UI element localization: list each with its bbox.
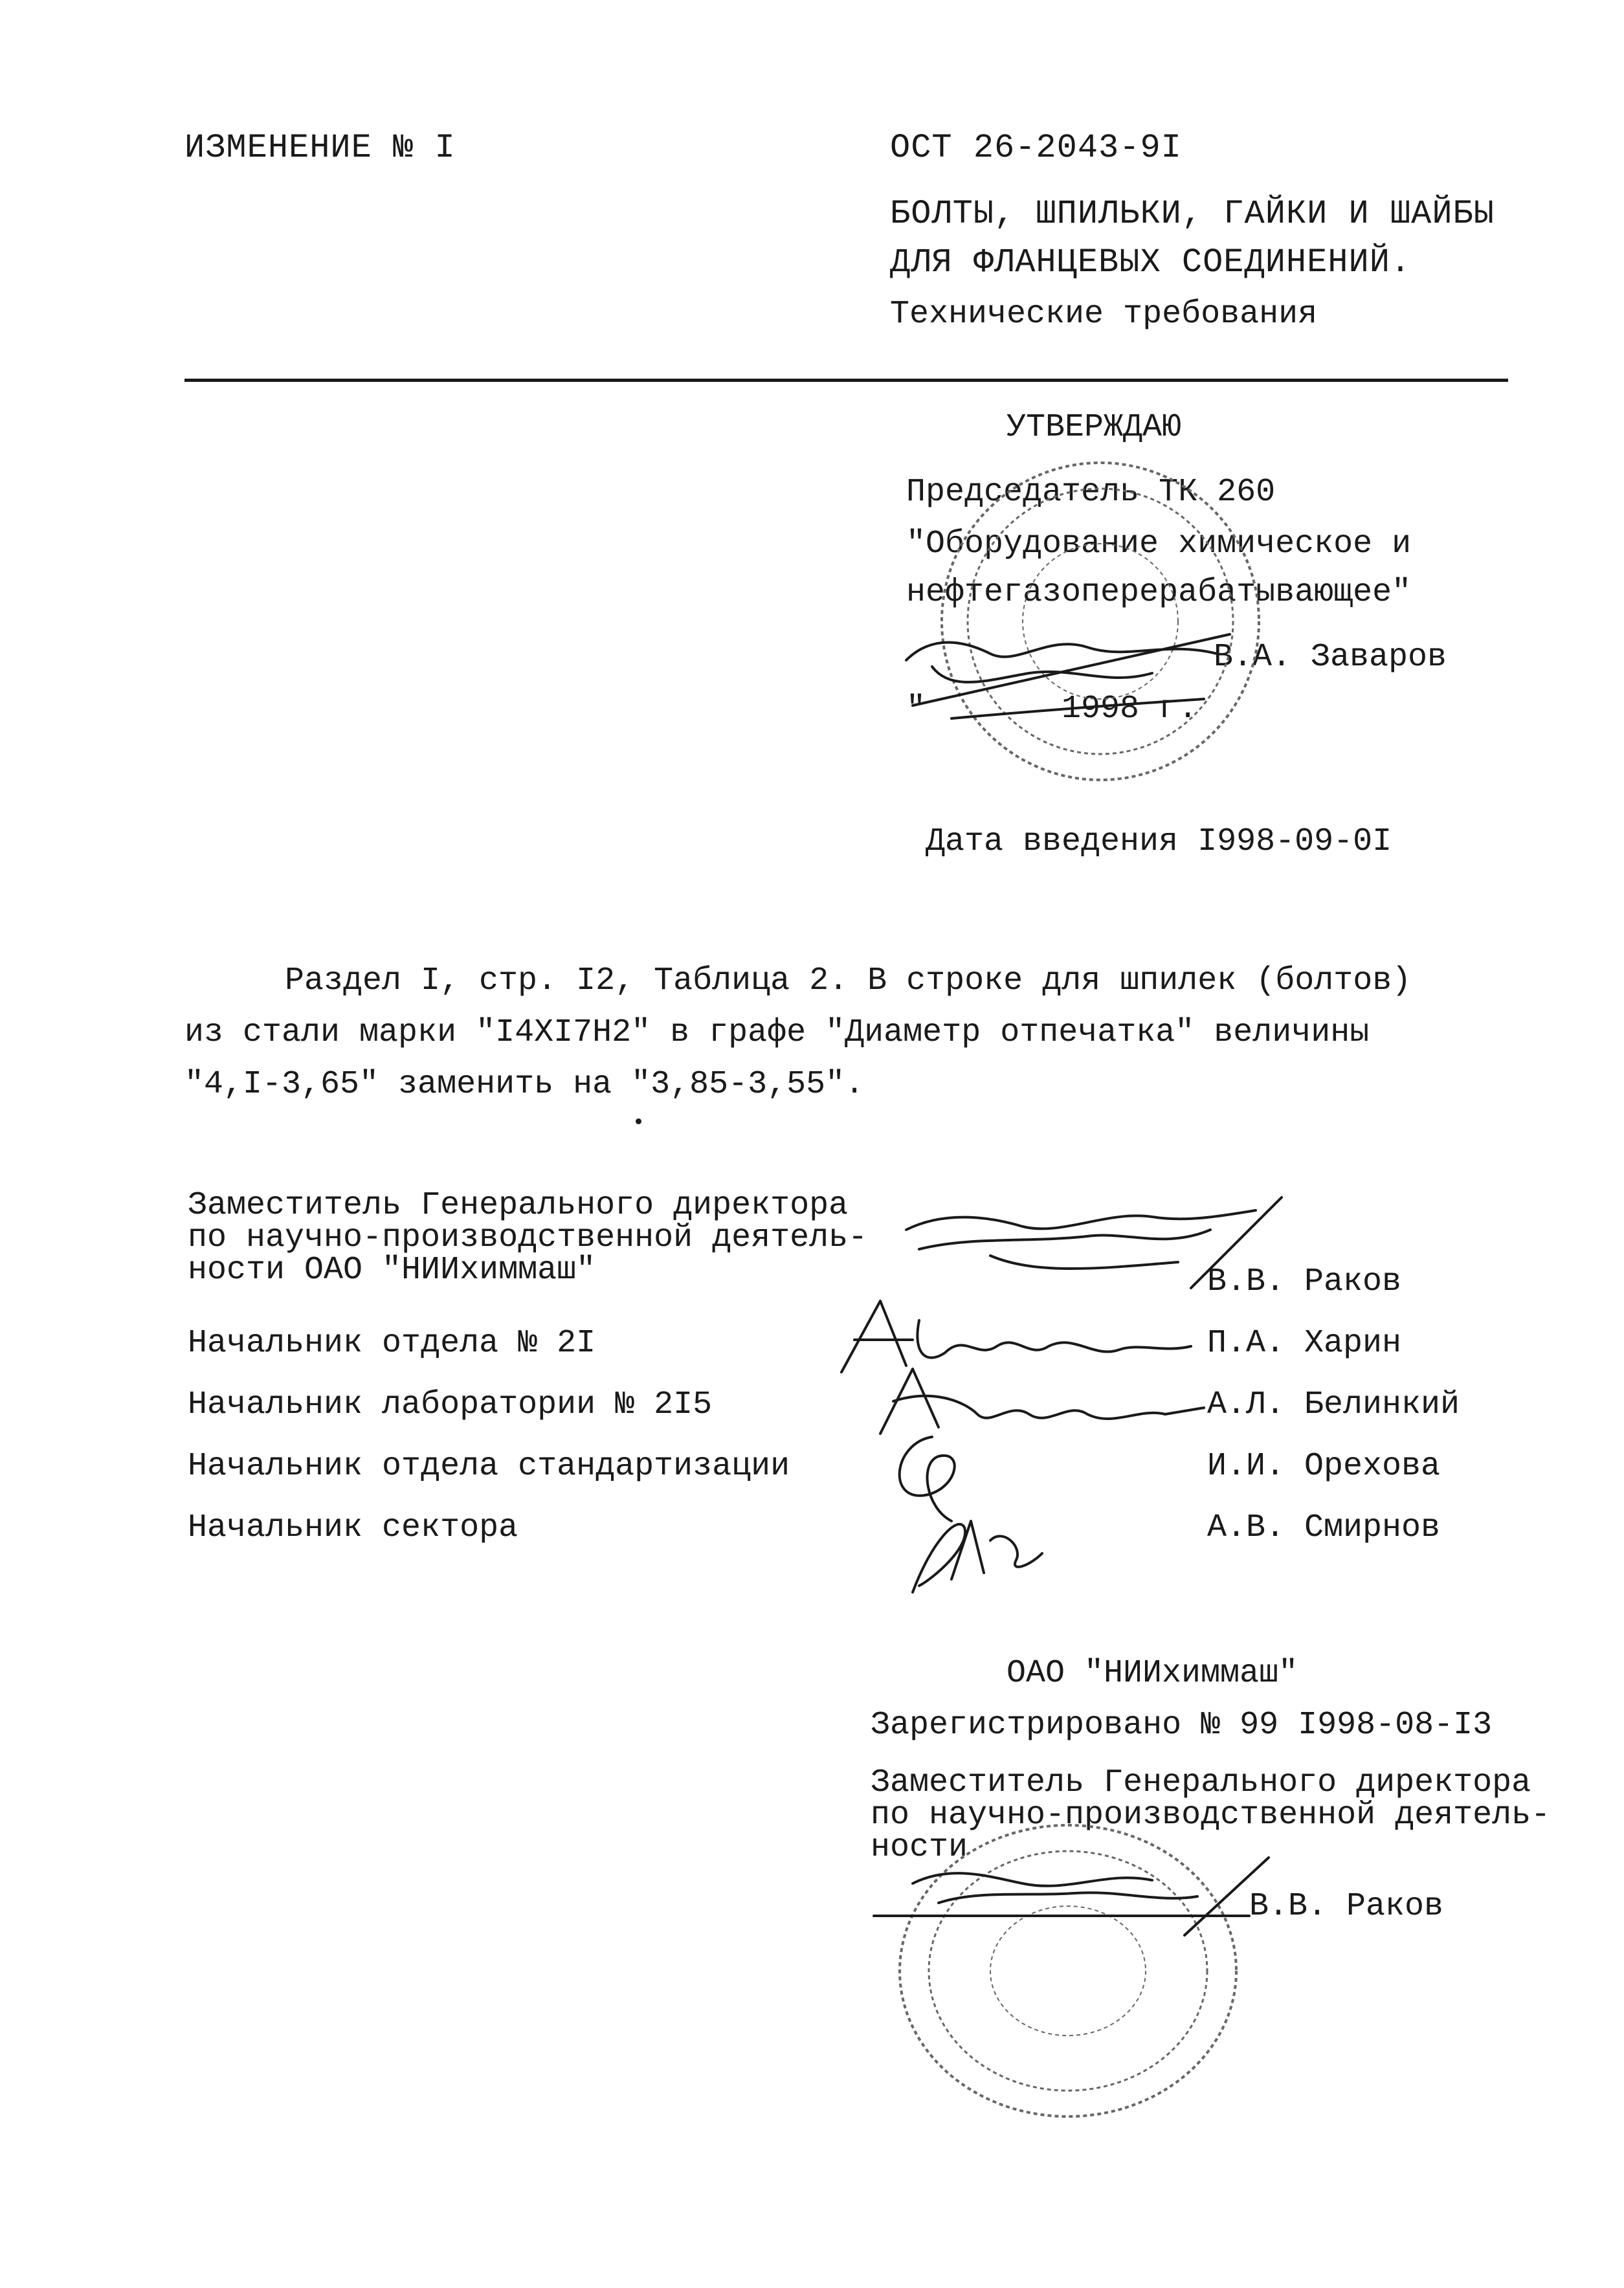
approval-date: " 1998 г.	[906, 691, 1198, 727]
signatory-name: А.Л. Белинкий	[1207, 1386, 1460, 1423]
document-subtitle: Технические требования	[890, 296, 1318, 333]
approval-line3: нефтегазоперерабатывающее"	[906, 574, 1412, 611]
signatory-title: Начальник отдела № 2I	[188, 1325, 596, 1362]
registration-number: Зарегистрировано № 99 I998-08-I3	[871, 1707, 1493, 1744]
approver-name: В.А. Заваров	[1214, 639, 1447, 676]
registration-signature	[861, 1845, 1275, 1955]
introduction-date: Дата введения I998-09-0I	[926, 823, 1392, 860]
signatory-title: Заместитель Генерального директора по научно-производственной деятель- ности ОАО "НИИхиммаш"	[188, 1187, 868, 1289]
document-title-line1: БОЛТЫ, ШПИЛЬКИ, ГАЙКИ И ШАЙБЫ	[890, 195, 1495, 233]
body-line1: Раздел I, стр. I2, Таблица 2. В строке для шпилек (болтов)	[285, 962, 1412, 999]
signatory-title: Начальник отдела стандартизации	[188, 1448, 790, 1485]
signatory-name: П.А. Харин	[1207, 1325, 1402, 1362]
signatory-title: Начальник сектора	[188, 1509, 518, 1546]
signatory-name: В.В. Раков	[1207, 1263, 1402, 1300]
signature-smirnov	[893, 1502, 1074, 1605]
signatory-name: А.В. Смирнов	[1207, 1509, 1441, 1546]
standard-number: ОСТ 26-2043-9I	[890, 129, 1182, 167]
approver-signature	[893, 621, 1256, 738]
signatory-name: И.И. Орехова	[1207, 1448, 1441, 1485]
approval-line1: Председатель ТК 260	[906, 474, 1276, 511]
header-divider	[184, 379, 1508, 382]
document-title-line2: ДЛЯ ФЛАНЦЕВЫХ СОЕДИНЕНИЙ.	[890, 243, 1412, 282]
body-line3: "4,I-3,65" заменить на "3,85-3,55".	[184, 1066, 865, 1103]
change-number: ИЗМЕНЕНИЕ № I	[184, 129, 456, 167]
body-line2: из стали марки "I4XI7H2" в графе "Диаметр отпечатка" величины	[184, 1014, 1370, 1051]
registration-org: ОАО "НИИхиммаш"	[1007, 1655, 1298, 1692]
approval-line2: "Оборудование химическое и	[906, 526, 1412, 562]
signatory-title: Начальник лаборатории № 2I5	[188, 1386, 713, 1423]
registration-signatory-name: В.В. Раков	[1249, 1888, 1444, 1925]
signature-rakov	[893, 1191, 1295, 1294]
ink-dot	[636, 1118, 641, 1124]
approval-heading: УТВЕРЖДАЮ	[1007, 409, 1182, 446]
registration-signatory-title: Заместитель Генерального директора по научно-производственной деятель- ности	[871, 1764, 1551, 1866]
